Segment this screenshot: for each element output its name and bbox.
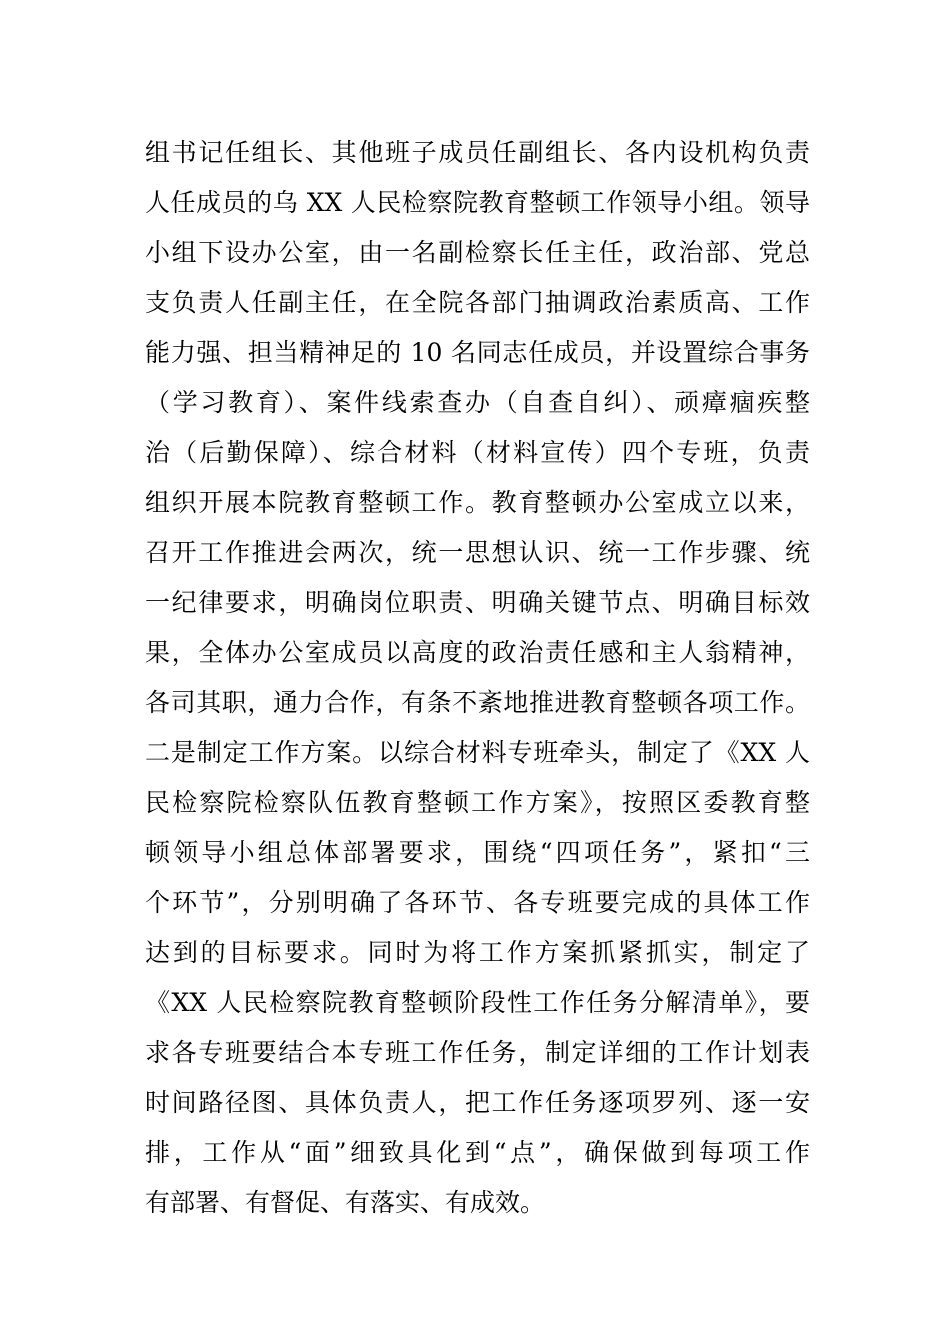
- text-line: 时间路径图、具体负责人，把工作任务逐项罗列、逐一安: [145, 1088, 810, 1117]
- text-line: （学习教育）、案件线索查办（自查自纠）、顽瘴痼疾整: [145, 388, 810, 417]
- text-line: 能力强、担当精神足的 10 名同志任成员，并设置综合事务: [145, 338, 810, 367]
- text-line: 治（后勤保障）、综合材料（材料宣传）四个专班，负责: [145, 438, 810, 467]
- text-line: 《XX 人民检察院教育整顿阶段性工作任务分解清单》，要: [145, 988, 810, 1017]
- text-line: 一纪律要求，明确岗位职责、明确关键节点、明确目标效: [145, 588, 810, 617]
- text-line: 各司其职，通力合作，有条不紊地推进教育整顿各项工作。: [145, 688, 810, 717]
- text-line: 达到的目标要求。同时为将工作方案抓紧抓实，制定了: [145, 938, 810, 967]
- text-line: 求各专班要结合本专班工作任务，制定详细的工作计划表: [145, 1038, 810, 1067]
- document-body-text: [145, 128, 810, 1228]
- text-line: 二是制定工作方案。以综合材料专班牵头，制定了《XX 人: [145, 738, 810, 767]
- text-line: 个环节”，分别明确了各环节、各专班要完成的具体工作: [145, 888, 810, 917]
- text-line: 召开工作推进会两次，统一思想认识、统一工作步骤、统: [145, 538, 810, 567]
- text-line: 组书记任组长、其他班子成员任副组长、各内设机构负责: [145, 138, 810, 167]
- text-line: 排，工作从“面”细致具化到“点”，确保做到每项工作: [145, 1138, 810, 1167]
- text-line: 组织开展本院教育整顿工作。教育整顿办公室成立以来，: [145, 488, 810, 517]
- text-line: 支负责人任副主任，在全院各部门抽调政治素质高、工作: [145, 288, 810, 317]
- text-line: 民检察院检察队伍教育整顿工作方案》，按照区委教育整: [145, 788, 810, 817]
- text-line: 人任成员的乌 XX 人民检察院教育整顿工作领导小组。领导: [145, 188, 810, 217]
- text-line: 有部署、有督促、有落实、有成效。: [145, 1188, 546, 1217]
- text-line: 果，全体办公室成员以高度的政治责任感和主人翁精神，: [145, 638, 810, 667]
- text-line: 小组下设办公室，由一名副检察长任主任，政治部、党总: [145, 238, 810, 267]
- text-line: 顿领导小组总体部署要求，围绕“四项任务”，紧扣“三: [145, 838, 810, 867]
